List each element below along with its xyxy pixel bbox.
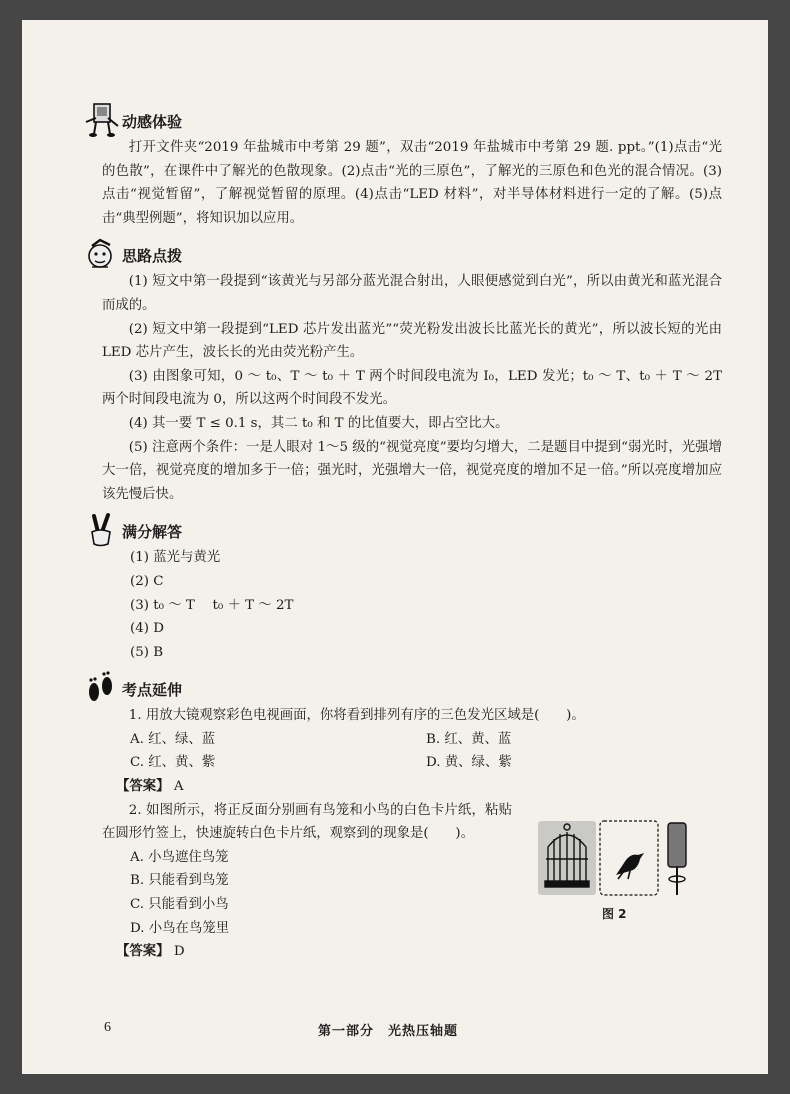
answer-line-2: (2) C (130, 573, 164, 589)
q2-answer (102, 940, 512, 964)
q1-option-c: C. 红、黄、紫 (130, 755, 216, 771)
victory-hand-icon (82, 512, 120, 548)
q2-option-d: D. 小鸟在鸟笼里 (130, 920, 230, 936)
q1-answer-label: 【答案】 (116, 779, 170, 795)
answer-line-5: (5) B (130, 644, 164, 660)
section-header-experience (102, 102, 722, 136)
thinking-paragraph-3: (3) 由图象可知，0 ～ t₀、T ～ t₀ ＋ T 两个时间段电流为 I₀，LED 发光；t₀ ～ T、t₀ ＋ T ～ 2T 两个时间段电流为 0，所以这两个时间段不发光。 (102, 368, 722, 408)
q1-option-d: D. 黄、绿、紫 (426, 755, 512, 771)
q1-option-b: B. 红、黄、蓝 (426, 731, 512, 747)
page-number: 6 (104, 1020, 111, 1035)
q1-answer-value: A (173, 779, 184, 795)
q2-option-c: C. 只能看到小鸟 (130, 897, 229, 913)
spinning-card-icon (668, 823, 686, 895)
q1-answer (102, 775, 722, 799)
figure-caption: 图 2 (602, 906, 627, 921)
experience-paragraph: 打开文件夹“2019 年盐城市中考第 29 题”，双击“2019 年盐城市中考第 29 题. ppt。”(1)点击“光的色散”，在课件中了解光的色散现象。(2)点击“光的三原色”，了解光的三原色和色光的混合情况。(3)点击“视觉暂留”，了解视觉暂留的原理。(4)点击“LED 材料”，对半导体材料进行一定的了解。(5)点击“典型例题”，将知识加以应用。 (102, 140, 722, 226)
q1-option-a: A. 红、绿、蓝 (130, 731, 216, 747)
q2-option-b: B. 只能看到鸟笼 (130, 873, 229, 889)
answer-line-4: (4) D (130, 621, 164, 637)
page (22, 20, 768, 1074)
section-title-extension: 考点延伸 (122, 681, 183, 700)
thinking-paragraph-2: (2) 短文中第一段提到“LED 芯片发出蓝光”“荧光粉发出波长比蓝光长的黄光”，所以波长短的光由 LED 芯片产生，波长长的光由荧光粉产生。 (102, 321, 722, 361)
q2-answer-value: D (173, 944, 185, 960)
section-header-answers (102, 512, 722, 546)
footer-title: 第一部分 光热压轴题 (318, 1024, 459, 1039)
answer-line-3: (3) t₀ ～ T t₀ ＋ T ～ 2T (130, 597, 294, 613)
thinking-face-icon (82, 236, 120, 272)
section-header-thinking (102, 236, 722, 270)
footprints-icon (82, 670, 120, 706)
thinking-paragraph-5: (5) 注意两个条件：一是人眼对 1～5 级的“视觉亮度”要均匀增大，二是题目中提到“弱光时，光强增大一倍，视觉亮度的增加多于一倍；强光时，光强增大一倍，视觉亮度的增加不足一倍。”所以亮度增加应该先慢后快。 (102, 439, 722, 502)
q1-options-row-2 (102, 751, 722, 775)
computer-mascot-icon (82, 102, 120, 138)
thinking-paragraph-4: (4) 其一要 T ≤ 0.1 s，其二 t₀ 和 T 的比值要大，即占空比大。 (128, 415, 509, 431)
answer-line-1: (1) 蓝光与黄光 (130, 550, 221, 566)
q2-option-a: A. 小鸟遮住鸟笼 (130, 849, 229, 865)
figure-2 (538, 817, 698, 921)
page-footer (22, 1020, 768, 1050)
thinking-paragraph-1: (1) 短文中第一段提到“该黄光与另部分蓝光混合射出，人眼便感觉到白光”，所以由黄光和蓝光混合而成的。 (102, 274, 722, 313)
q1-stem: 1. 用放大镜观察彩色电视画面，你将看到排列有序的三色发光区域是( )。 (128, 708, 585, 724)
q2-answer-label: 【答案】 (116, 944, 170, 960)
section-header-extension (102, 670, 722, 704)
birdcage-bird-illustration (538, 817, 698, 899)
q2-text-block (102, 799, 512, 964)
q2-stem: 2. 如图所示，将正反面分别画有鸟笼和小鸟的白色卡片纸，粘贴在圆形竹签上，快速旋转白色卡片纸，观察到的现象是( )。 (102, 802, 512, 842)
section-title-thinking: 思路点拨 (122, 247, 183, 266)
section-title-experience: 动感体验 (122, 113, 183, 131)
question-2 (102, 799, 722, 964)
content (102, 102, 722, 964)
q1-options-row-1 (102, 728, 722, 752)
section-title-answers: 满分解答 (122, 523, 183, 542)
